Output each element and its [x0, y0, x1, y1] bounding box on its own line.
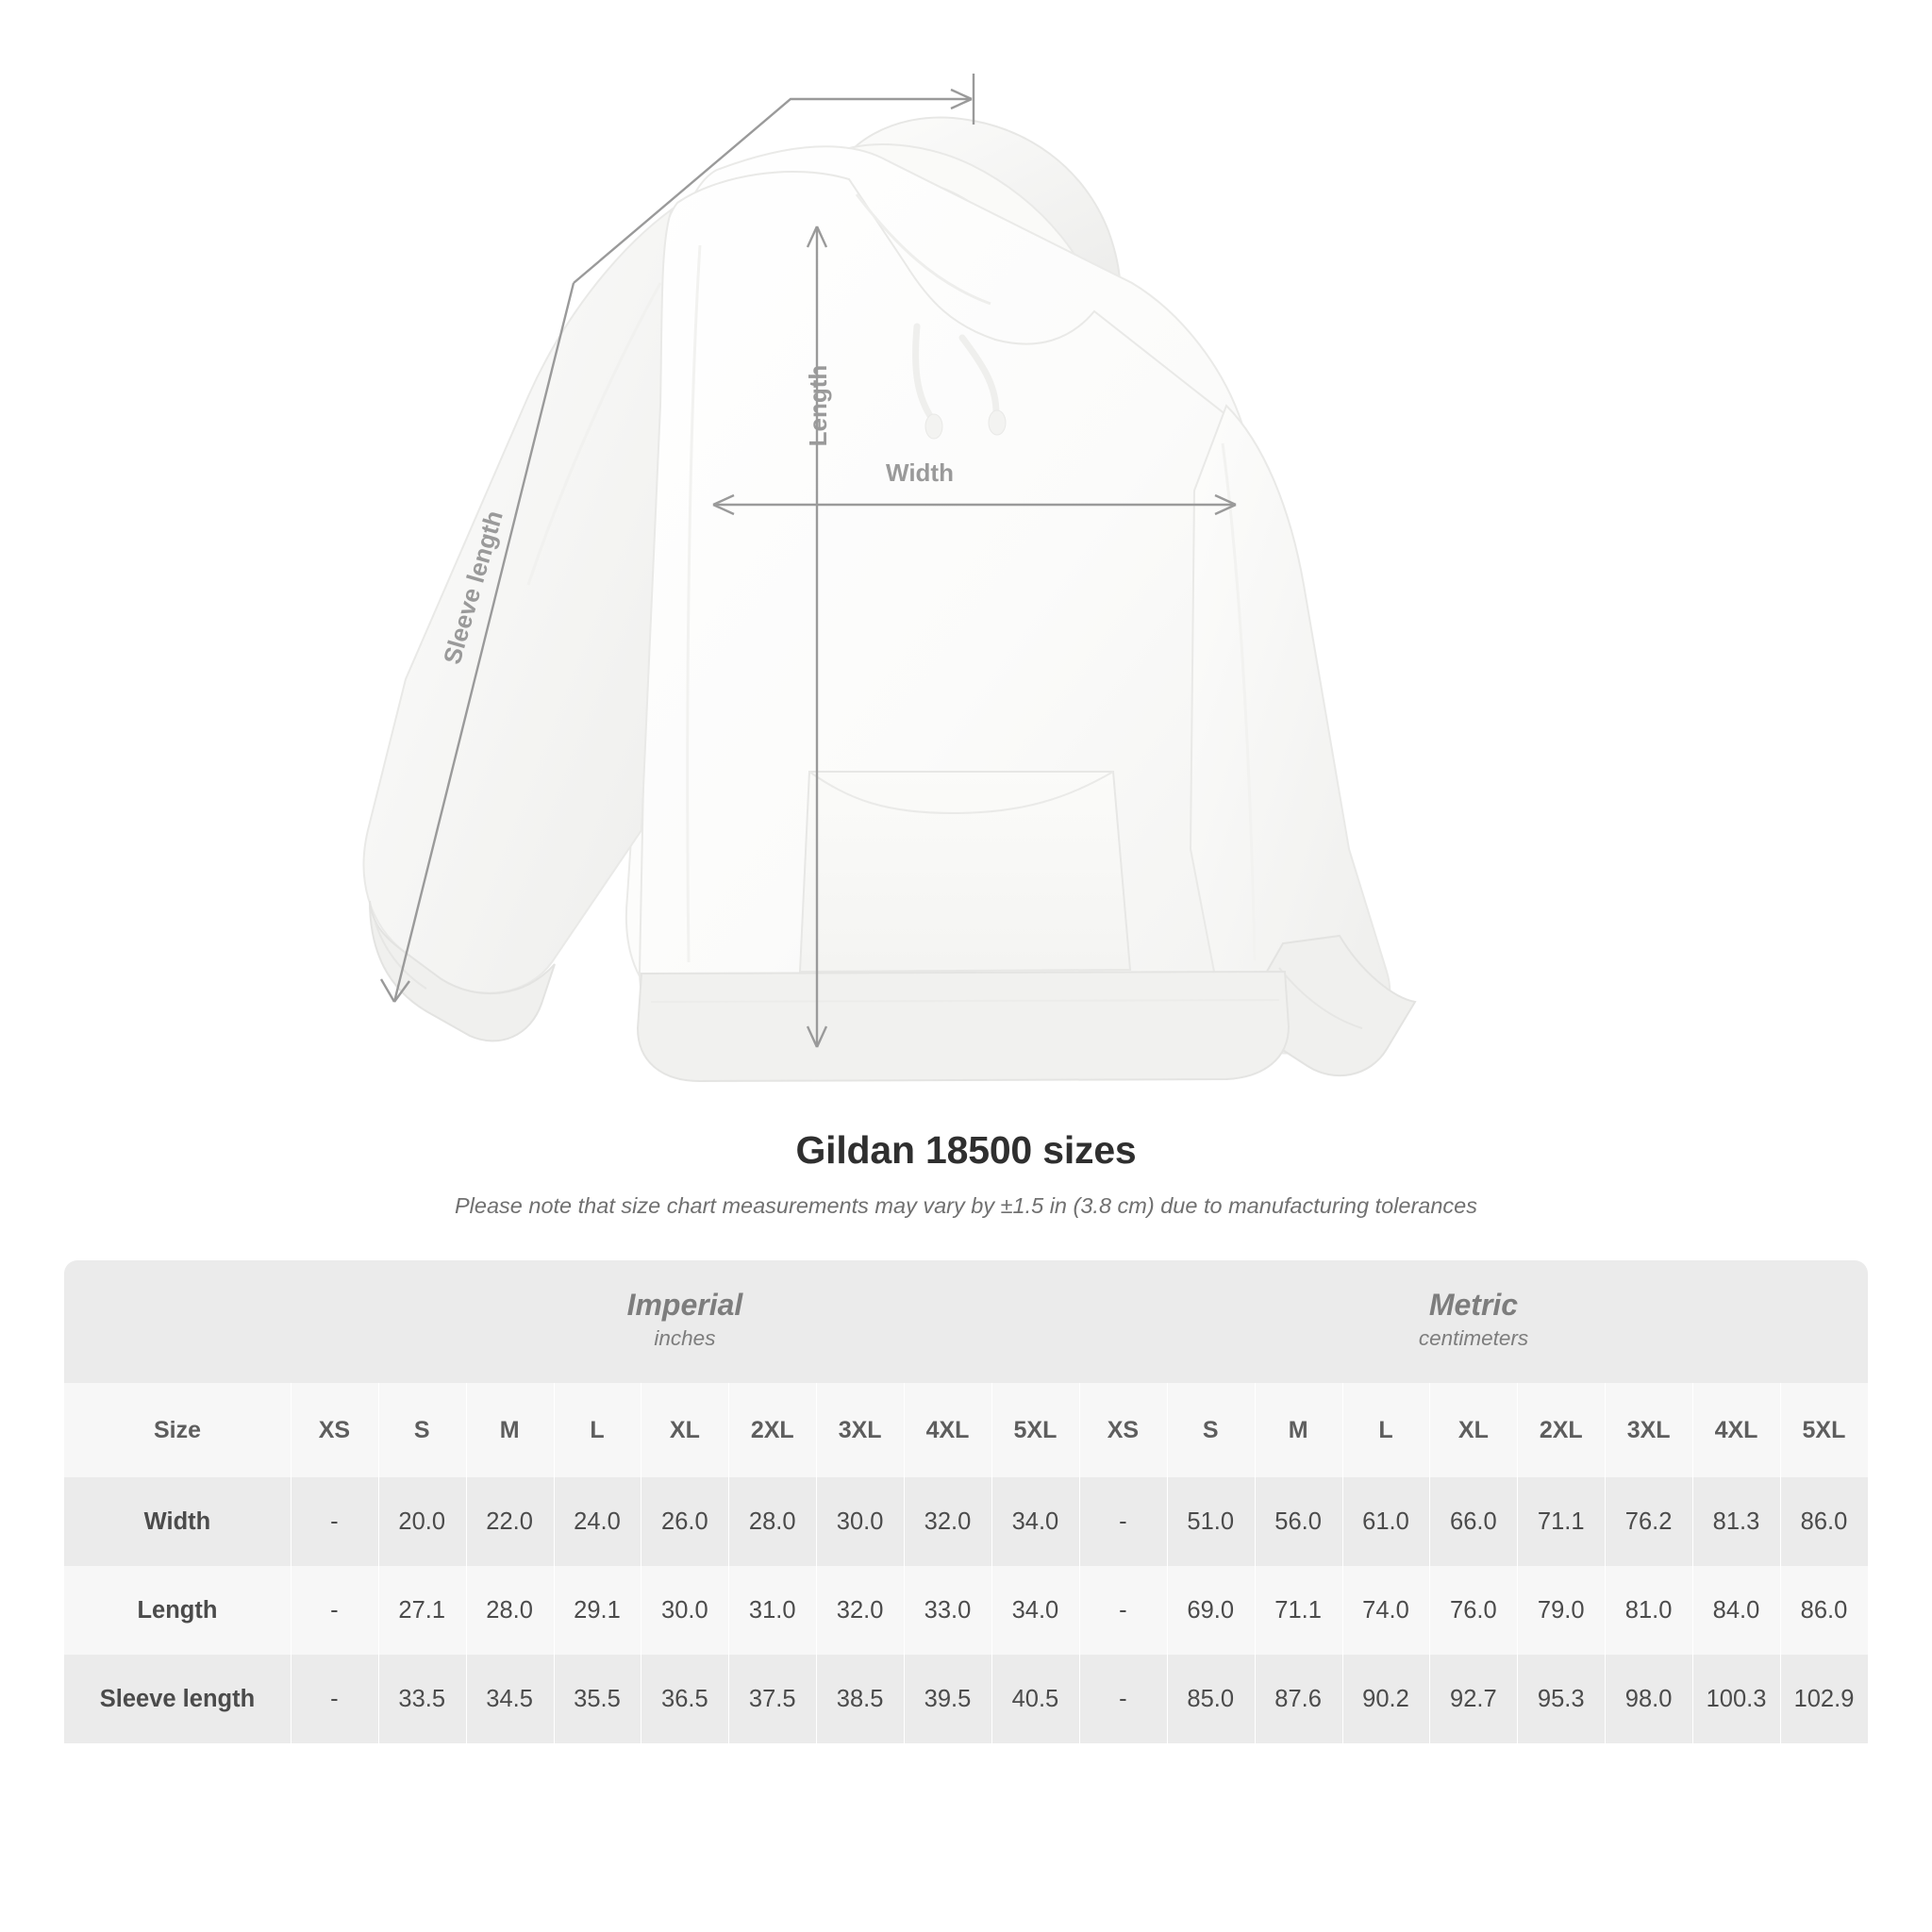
header-col-8: 5XL: [991, 1383, 1079, 1477]
cell-length-met-1: 69.0: [1167, 1566, 1255, 1655]
cell-width-imp-1: 20.0: [378, 1477, 466, 1566]
header-col-15: 3XL: [1605, 1383, 1692, 1477]
header-col-0: XS: [291, 1383, 378, 1477]
header-col-13: XL: [1429, 1383, 1517, 1477]
unit-group-metric: [1079, 1260, 1868, 1383]
header-col-2: M: [466, 1383, 554, 1477]
chart-title: Gildan 18500 sizes: [795, 1128, 1137, 1172]
cell-sleeve-met-1: 85.0: [1167, 1655, 1255, 1743]
unit-group-imperial-sub: inches: [654, 1326, 716, 1351]
cell-length-imp-3: 29.1: [554, 1566, 641, 1655]
header-col-3: L: [554, 1383, 641, 1477]
header-col-1: S: [378, 1383, 466, 1477]
cell-length-met-0: -: [1079, 1566, 1167, 1655]
unit-group-metric-name: Metric: [1428, 1287, 1519, 1322]
cell-width-met-5: 71.1: [1517, 1477, 1605, 1566]
header-col-6: 3XL: [816, 1383, 904, 1477]
cell-length-imp-5: 31.0: [728, 1566, 816, 1655]
unit-spacer: [64, 1260, 291, 1383]
cell-sleeve-imp-6: 38.5: [816, 1655, 904, 1743]
table-row: [64, 1477, 1868, 1566]
cell-sleeve-imp-4: 36.5: [641, 1655, 728, 1743]
cell-width-met-1: 51.0: [1167, 1477, 1255, 1566]
cell-length-imp-0: -: [291, 1566, 378, 1655]
row-label-width: Width: [64, 1477, 291, 1566]
cell-sleeve-imp-3: 35.5: [554, 1655, 641, 1743]
header-col-16: 4XL: [1692, 1383, 1780, 1477]
cell-sleeve-imp-0: -: [291, 1655, 378, 1743]
cell-width-met-0: -: [1079, 1477, 1167, 1566]
header-col-10: S: [1167, 1383, 1255, 1477]
header-size: Size: [64, 1383, 291, 1477]
unit-group-imperial: [291, 1260, 1079, 1383]
row-label-length: Length: [64, 1566, 291, 1655]
cell-width-imp-0: -: [291, 1477, 378, 1566]
cell-length-imp-2: 28.0: [466, 1566, 554, 1655]
cell-width-imp-2: 22.0: [466, 1477, 554, 1566]
header-col-17: 5XL: [1780, 1383, 1868, 1477]
header-col-5: 2XL: [728, 1383, 816, 1477]
cell-sleeve-imp-1: 33.5: [378, 1655, 466, 1743]
cell-sleeve-imp-5: 37.5: [728, 1655, 816, 1743]
cell-width-met-6: 76.2: [1605, 1477, 1692, 1566]
length-label: Length: [804, 364, 832, 447]
size-table: [64, 1260, 1868, 1743]
cell-sleeve-met-8: 102.9: [1780, 1655, 1868, 1743]
cell-sleeve-met-2: 87.6: [1255, 1655, 1342, 1743]
sleeve-length-dimension-line: [394, 283, 574, 1002]
cell-sleeve-imp-7: 39.5: [904, 1655, 991, 1743]
header-col-11: M: [1255, 1383, 1342, 1477]
cell-width-imp-4: 26.0: [641, 1477, 728, 1566]
cell-width-imp-3: 24.0: [554, 1477, 641, 1566]
cell-sleeve-met-0: -: [1079, 1655, 1167, 1743]
cell-length-imp-7: 33.0: [904, 1566, 991, 1655]
cell-length-met-3: 74.0: [1342, 1566, 1430, 1655]
size-table-wrap: [64, 1260, 1868, 1743]
cell-length-imp-8: 34.0: [991, 1566, 1079, 1655]
table-row: [64, 1655, 1868, 1743]
cell-width-met-2: 56.0: [1255, 1477, 1342, 1566]
unit-group-imperial-name: Imperial: [626, 1287, 743, 1322]
cell-length-met-2: 71.1: [1255, 1566, 1342, 1655]
cell-width-met-7: 81.3: [1692, 1477, 1780, 1566]
width-label: Width: [886, 458, 954, 487]
header-col-9: XS: [1079, 1383, 1167, 1477]
table-row: [64, 1566, 1868, 1655]
header-col-4: XL: [641, 1383, 728, 1477]
cell-width-imp-7: 32.0: [904, 1477, 991, 1566]
cell-length-imp-1: 27.1: [378, 1566, 466, 1655]
row-label-sleeve-length: Sleeve length: [64, 1655, 291, 1743]
cell-width-met-3: 61.0: [1342, 1477, 1430, 1566]
sleeve-length-label: Sleeve length: [437, 507, 508, 668]
cell-length-met-4: 76.0: [1429, 1566, 1517, 1655]
cell-length-met-5: 79.0: [1517, 1566, 1605, 1655]
cell-sleeve-met-4: 92.7: [1429, 1655, 1517, 1743]
cell-length-met-7: 84.0: [1692, 1566, 1780, 1655]
cell-width-imp-6: 30.0: [816, 1477, 904, 1566]
cell-sleeve-imp-8: 40.5: [991, 1655, 1079, 1743]
cell-sleeve-imp-2: 34.5: [466, 1655, 554, 1743]
cell-width-met-4: 66.0: [1429, 1477, 1517, 1566]
cell-sleeve-met-5: 95.3: [1517, 1655, 1605, 1743]
cell-width-imp-5: 28.0: [728, 1477, 816, 1566]
chart-note: Please note that size chart measurements may vary by ±1.5 in (3.8 cm) due to manufacturing tolerances: [455, 1193, 1477, 1218]
cell-sleeve-met-7: 100.3: [1692, 1655, 1780, 1743]
header-col-12: L: [1342, 1383, 1430, 1477]
cell-length-met-6: 81.0: [1605, 1566, 1692, 1655]
cell-length-imp-4: 30.0: [641, 1566, 728, 1655]
header-col-14: 2XL: [1517, 1383, 1605, 1477]
cell-length-imp-6: 32.0: [816, 1566, 904, 1655]
unit-group-row: [64, 1260, 1868, 1383]
cell-width-imp-8: 34.0: [991, 1477, 1079, 1566]
cell-width-met-8: 86.0: [1780, 1477, 1868, 1566]
cell-sleeve-met-6: 98.0: [1605, 1655, 1692, 1743]
cell-length-met-8: 86.0: [1780, 1566, 1868, 1655]
table-header-row: [64, 1383, 1868, 1477]
unit-group-metric-sub: centimeters: [1418, 1326, 1529, 1351]
header-col-7: 4XL: [904, 1383, 991, 1477]
cell-sleeve-met-3: 90.2: [1342, 1655, 1430, 1743]
